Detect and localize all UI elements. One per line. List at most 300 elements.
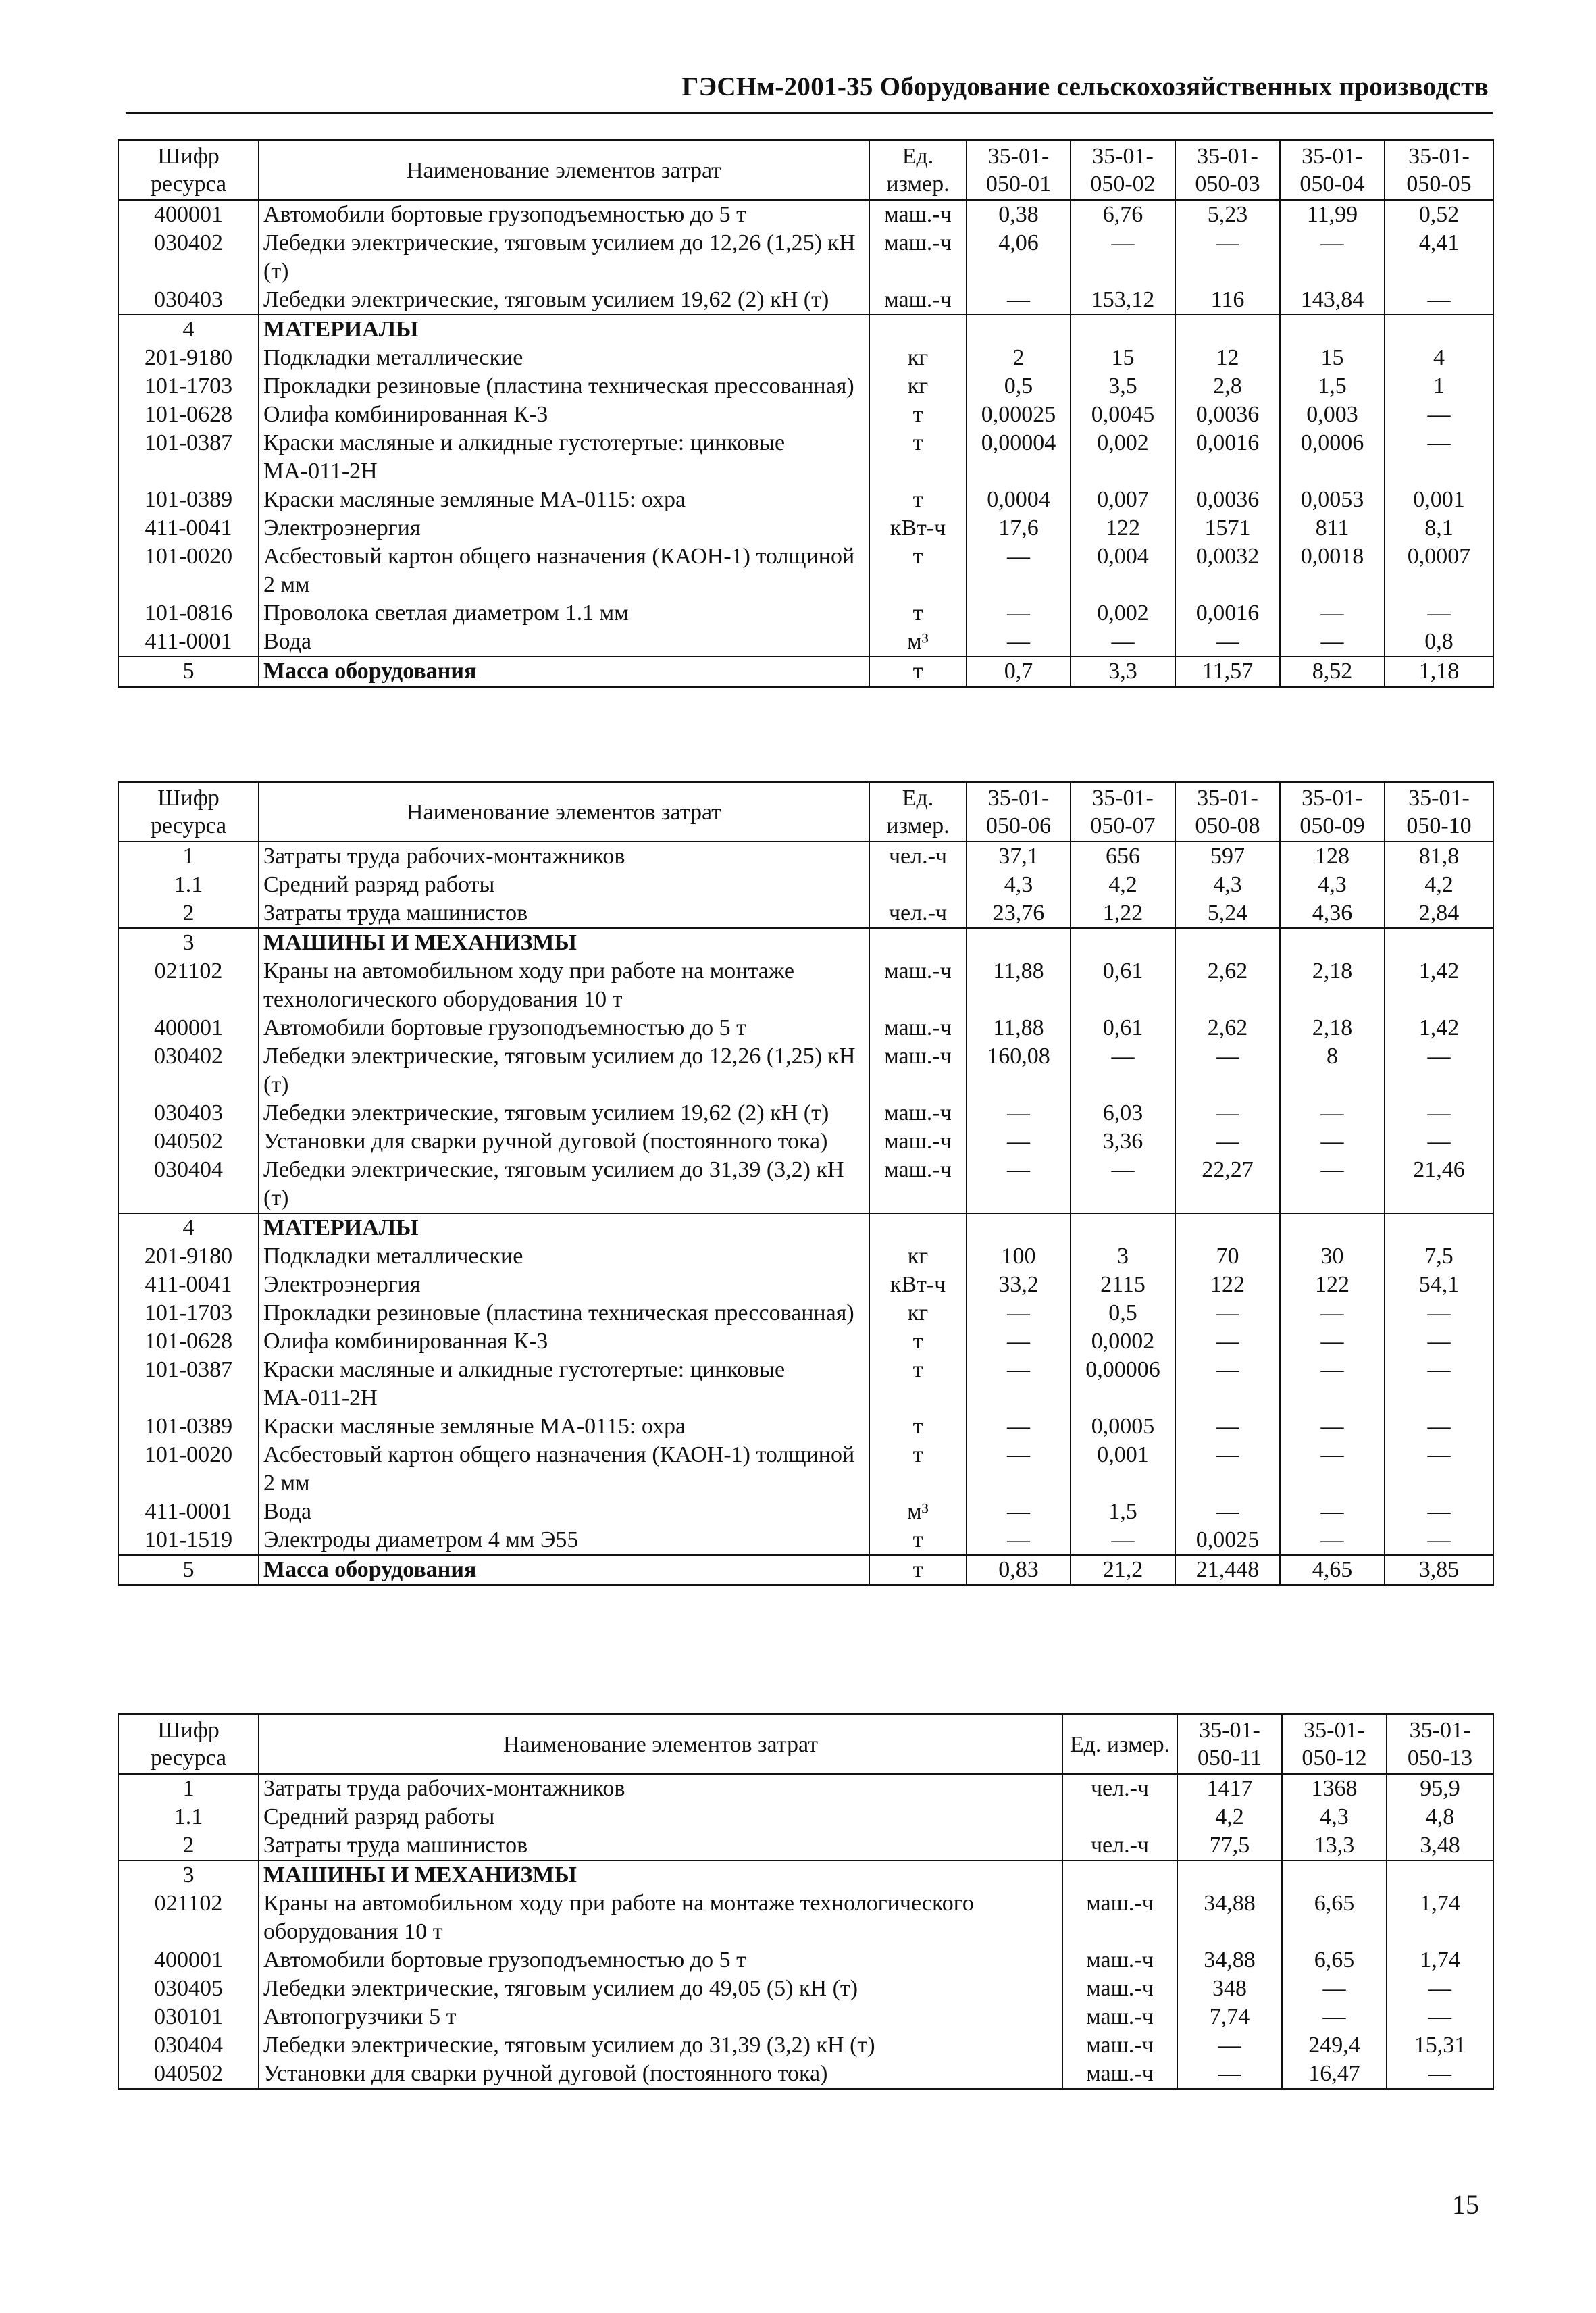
unit-cell: т bbox=[869, 429, 967, 486]
resource-table-2 bbox=[118, 781, 1494, 1586]
resource-code: 101-1519 bbox=[118, 1526, 259, 1555]
table-row bbox=[118, 599, 1493, 628]
value-cell bbox=[1071, 928, 1175, 957]
value-cell: 0,0016 bbox=[1175, 429, 1280, 486]
resource-name: Затраты труда рабочих-монтажников bbox=[259, 842, 869, 871]
header-code: Шифр ресурса bbox=[118, 782, 259, 842]
value-cell bbox=[1385, 315, 1493, 344]
value-cell: 7,74 bbox=[1177, 2003, 1282, 2031]
resource-code: 101-0020 bbox=[118, 542, 259, 599]
value-cell: 143,84 bbox=[1280, 286, 1385, 315]
value-cell: 34,88 bbox=[1177, 1946, 1282, 1975]
header-col: 35-01-050-07 bbox=[1071, 782, 1175, 842]
resource-code: 5 bbox=[118, 1555, 259, 1585]
header-title: ГЭСНм-2001-35 Оборудование сельскохозяйственных производств bbox=[681, 72, 1489, 101]
value-cell: 16,47 bbox=[1282, 2060, 1387, 2089]
value-cell: 15 bbox=[1280, 344, 1385, 372]
value-cell: — bbox=[967, 542, 1071, 599]
value-cell: — bbox=[1387, 2060, 1493, 2089]
value-cell bbox=[967, 928, 1071, 957]
table-row bbox=[118, 200, 1493, 229]
value-cell: — bbox=[1385, 1127, 1493, 1156]
unit-cell: маш.-ч bbox=[869, 1014, 967, 1042]
value-cell: — bbox=[1071, 1526, 1175, 1555]
unit-cell: кг bbox=[869, 372, 967, 401]
value-cell: 4,3 bbox=[1175, 871, 1280, 899]
page-number: 15 bbox=[1452, 2189, 1479, 2220]
resource-name: Краски масляные земляные МА-0115: охра bbox=[259, 486, 869, 514]
header-col: 35-01-050-13 bbox=[1387, 1714, 1493, 1775]
value-cell: — bbox=[1385, 1526, 1493, 1555]
value-cell: 4,2 bbox=[1177, 1803, 1282, 1831]
value-cell: — bbox=[1385, 1099, 1493, 1127]
resource-name: МАТЕРИАЛЫ bbox=[259, 315, 869, 344]
value-cell: 7,5 bbox=[1385, 1242, 1493, 1271]
table-row bbox=[118, 1271, 1493, 1299]
header-col: 35-01-050-05 bbox=[1385, 141, 1493, 201]
table-row bbox=[118, 628, 1493, 657]
unit-cell bbox=[869, 1213, 967, 1242]
resource-code: 101-0628 bbox=[118, 1327, 259, 1356]
value-cell: — bbox=[1385, 286, 1493, 315]
value-cell: 0,7 bbox=[967, 657, 1071, 687]
resource-code: 101-0389 bbox=[118, 1413, 259, 1441]
resource-name: Краски масляные и алкидные густотертые: цинковые МА-011-2Н bbox=[259, 429, 869, 486]
unit-cell: маш.-ч bbox=[1062, 2031, 1177, 2060]
value-cell: 0,00004 bbox=[967, 429, 1071, 486]
value-cell: 656 bbox=[1071, 842, 1175, 871]
table-row bbox=[118, 1299, 1493, 1327]
value-cell: 6,65 bbox=[1282, 1946, 1387, 1975]
value-cell: 3,85 bbox=[1385, 1555, 1493, 1585]
value-cell bbox=[1177, 1860, 1282, 1889]
header-col: 35-01-050-03 bbox=[1175, 141, 1280, 201]
value-cell bbox=[1385, 928, 1493, 957]
resource-name: Установки для сварки ручной дуговой (постоянного тока) bbox=[259, 1127, 869, 1156]
value-cell: 0,00006 bbox=[1071, 1356, 1175, 1413]
resource-name: Лебедки электрические, тяговым усилием до 12,26 (1,25) кН (т) bbox=[259, 1042, 869, 1099]
value-cell: — bbox=[1385, 599, 1493, 628]
table-row bbox=[118, 871, 1493, 899]
table-row bbox=[118, 401, 1493, 429]
resource-code: 101-0020 bbox=[118, 1441, 259, 1498]
table-row bbox=[118, 1014, 1493, 1042]
resource-name: Электроды диаметром 4 мм Э55 bbox=[259, 1526, 869, 1555]
resource-name: Затраты труда рабочих-монтажников bbox=[259, 1774, 1062, 1803]
table-row bbox=[118, 1327, 1493, 1356]
resource-code: 101-1703 bbox=[118, 1299, 259, 1327]
resource-name: Средний разряд работы bbox=[259, 871, 869, 899]
value-cell: — bbox=[1175, 628, 1280, 657]
value-cell bbox=[1387, 1860, 1493, 1889]
value-cell: 2115 bbox=[1071, 1271, 1175, 1299]
resource-code: 400001 bbox=[118, 200, 259, 229]
value-cell: 0,5 bbox=[1071, 1299, 1175, 1327]
unit-cell: м³ bbox=[869, 628, 967, 657]
unit-cell: т bbox=[869, 599, 967, 628]
header-unit: Ед. измер. bbox=[869, 782, 967, 842]
resource-name: Олифа комбинированная К-3 bbox=[259, 401, 869, 429]
table-row bbox=[118, 1156, 1493, 1213]
value-cell: 3 bbox=[1071, 1242, 1175, 1271]
resource-code: 1 bbox=[118, 1774, 259, 1803]
resource-name: Подкладки металлические bbox=[259, 1242, 869, 1271]
value-cell: 1,42 bbox=[1385, 1014, 1493, 1042]
value-cell: 2 bbox=[967, 344, 1071, 372]
value-cell bbox=[1280, 928, 1385, 957]
value-cell: — bbox=[1071, 1156, 1175, 1213]
value-cell: — bbox=[967, 1156, 1071, 1213]
value-cell: 11,88 bbox=[967, 1014, 1071, 1042]
value-cell: 30 bbox=[1280, 1242, 1385, 1271]
value-cell: 2,84 bbox=[1385, 899, 1493, 928]
value-cell: 4,3 bbox=[1280, 871, 1385, 899]
value-cell: 1368 bbox=[1282, 1774, 1387, 1803]
resource-code: 030101 bbox=[118, 2003, 259, 2031]
resource-name: Лебедки электрические, тяговым усилием до 49,05 (5) кН (т) bbox=[259, 1975, 1062, 2003]
value-cell: — bbox=[1175, 1413, 1280, 1441]
resource-name: Лебедки электрические, тяговым усилием 19,62 (2) кН (т) bbox=[259, 1099, 869, 1127]
value-cell: 249,4 bbox=[1282, 2031, 1387, 2060]
value-cell: 8,1 bbox=[1385, 514, 1493, 542]
resource-name: Масса оборудования bbox=[259, 657, 869, 687]
resource-code: 201-9180 bbox=[118, 1242, 259, 1271]
resource-name: Лебедки электрические, тяговым усилием до 31,39 (3,2) кН (т) bbox=[259, 2031, 1062, 2060]
value-cell: 348 bbox=[1177, 1975, 1282, 2003]
value-cell: — bbox=[1175, 1099, 1280, 1127]
resource-code: 4 bbox=[118, 315, 259, 344]
header-col: 35-01-050-11 bbox=[1177, 1714, 1282, 1775]
value-cell: 4,06 bbox=[967, 229, 1071, 286]
table-row bbox=[118, 2060, 1493, 2089]
value-cell: — bbox=[1177, 2060, 1282, 2089]
value-cell: 3,3 bbox=[1071, 657, 1175, 687]
value-cell: 1,74 bbox=[1387, 1946, 1493, 1975]
unit-cell: маш.-ч bbox=[869, 1099, 967, 1127]
value-cell bbox=[1175, 928, 1280, 957]
resource-code: 411-0041 bbox=[118, 514, 259, 542]
value-cell: 33,2 bbox=[967, 1271, 1071, 1299]
value-cell: — bbox=[967, 1498, 1071, 1526]
resource-name: Краски масляные и алкидные густотертые: цинковые МА-011-2Н bbox=[259, 1356, 869, 1413]
table-row bbox=[118, 1413, 1493, 1441]
resource-code: 201-9180 bbox=[118, 344, 259, 372]
value-cell: 1 bbox=[1385, 372, 1493, 401]
value-cell: — bbox=[967, 1299, 1071, 1327]
unit-cell bbox=[869, 871, 967, 899]
section-row bbox=[118, 315, 1493, 344]
value-cell: 6,03 bbox=[1071, 1099, 1175, 1127]
resource-name: Средний разряд работы bbox=[259, 1803, 1062, 1831]
unit-cell: маш.-ч bbox=[869, 200, 967, 229]
header-col: 35-01-050-12 bbox=[1282, 1714, 1387, 1775]
header-code: Шифр ресурса bbox=[118, 141, 259, 201]
value-cell: — bbox=[967, 599, 1071, 628]
table-row bbox=[118, 1042, 1493, 1099]
value-cell: — bbox=[1280, 1156, 1385, 1213]
value-cell: 4,2 bbox=[1385, 871, 1493, 899]
table-row bbox=[118, 1526, 1493, 1555]
value-cell: 1,42 bbox=[1385, 957, 1493, 1014]
table-row bbox=[118, 2031, 1493, 2060]
resource-name: Затраты труда машинистов bbox=[259, 1831, 1062, 1860]
value-cell: — bbox=[967, 1441, 1071, 1498]
value-cell: 12 bbox=[1175, 344, 1280, 372]
value-cell: — bbox=[1385, 1327, 1493, 1356]
unit-cell: кг bbox=[869, 344, 967, 372]
unit-cell bbox=[1062, 1860, 1177, 1889]
value-cell: 34,88 bbox=[1177, 1889, 1282, 1946]
value-cell: 4,36 bbox=[1280, 899, 1385, 928]
value-cell: — bbox=[1175, 1498, 1280, 1526]
value-cell: — bbox=[1385, 1042, 1493, 1099]
header-name: Наименование элементов затрат bbox=[259, 1714, 1062, 1775]
unit-cell: кВт-ч bbox=[869, 1271, 967, 1299]
value-cell: 95,9 bbox=[1387, 1774, 1493, 1803]
table-row bbox=[118, 542, 1493, 599]
value-cell: — bbox=[1387, 2003, 1493, 2031]
table-row bbox=[118, 1803, 1493, 1831]
value-cell: 11,99 bbox=[1280, 200, 1385, 229]
unit-cell: чел.-ч bbox=[1062, 1774, 1177, 1803]
header-col: 35-01-050-01 bbox=[967, 141, 1071, 201]
resource-code: 101-0628 bbox=[118, 401, 259, 429]
value-cell: — bbox=[1280, 1441, 1385, 1498]
value-cell: — bbox=[1071, 229, 1175, 286]
value-cell: — bbox=[967, 628, 1071, 657]
value-cell: 1,74 bbox=[1387, 1889, 1493, 1946]
value-cell: 4,2 bbox=[1071, 871, 1175, 899]
unit-cell: т bbox=[869, 542, 967, 599]
resource-code: 101-0387 bbox=[118, 1356, 259, 1413]
unit-cell: чел.-ч bbox=[869, 899, 967, 928]
header-col: 35-01-050-02 bbox=[1071, 141, 1175, 201]
table-row bbox=[118, 1946, 1493, 1975]
value-cell: 15 bbox=[1071, 344, 1175, 372]
value-cell: 4,3 bbox=[967, 871, 1071, 899]
value-cell: 5,24 bbox=[1175, 899, 1280, 928]
resource-name: Олифа комбинированная К-3 bbox=[259, 1327, 869, 1356]
value-cell: 0,0025 bbox=[1175, 1526, 1280, 1555]
value-cell: — bbox=[1385, 1441, 1493, 1498]
unit-cell: маш.-ч bbox=[869, 1042, 967, 1099]
value-cell: 3,48 bbox=[1387, 1831, 1493, 1860]
header-code: Шифр ресурса bbox=[118, 1714, 259, 1775]
resource-name: Автопогрузчики 5 т bbox=[259, 2003, 1062, 2031]
value-cell: 122 bbox=[1280, 1271, 1385, 1299]
value-cell: 0,0005 bbox=[1071, 1413, 1175, 1441]
value-cell: — bbox=[1385, 1299, 1493, 1327]
resource-code: 411-0041 bbox=[118, 1271, 259, 1299]
running-header bbox=[126, 68, 1493, 114]
table-row bbox=[118, 372, 1493, 401]
value-cell: — bbox=[1175, 1042, 1280, 1099]
header-col: 35-01-050-04 bbox=[1280, 141, 1385, 201]
value-cell: — bbox=[967, 1099, 1071, 1127]
table-row bbox=[118, 1831, 1493, 1860]
value-cell: — bbox=[1387, 1975, 1493, 2003]
value-cell: 2,62 bbox=[1175, 1014, 1280, 1042]
unit-cell: маш.-ч bbox=[869, 957, 967, 1014]
table-row bbox=[118, 957, 1493, 1014]
unit-cell bbox=[869, 315, 967, 344]
value-cell: — bbox=[1282, 2003, 1387, 2031]
resource-code: 101-0387 bbox=[118, 429, 259, 486]
resource-name: Лебедки электрические, тяговым усилием до 31,39 (3,2) кН (т) bbox=[259, 1156, 869, 1213]
unit-cell: т bbox=[869, 1441, 967, 1498]
unit-cell: т bbox=[869, 1356, 967, 1413]
value-cell: — bbox=[967, 1127, 1071, 1156]
value-cell: 0,38 bbox=[967, 200, 1071, 229]
value-cell: — bbox=[967, 1526, 1071, 1555]
resource-code: 400001 bbox=[118, 1946, 259, 1975]
table-row bbox=[118, 842, 1493, 871]
value-cell: 0,5 bbox=[967, 372, 1071, 401]
unit-cell: маш.-ч bbox=[1062, 2060, 1177, 2089]
value-cell: 21,2 bbox=[1071, 1555, 1175, 1585]
value-cell: 0,0016 bbox=[1175, 599, 1280, 628]
value-cell: 77,5 bbox=[1177, 1831, 1282, 1860]
value-cell: 11,88 bbox=[967, 957, 1071, 1014]
value-cell bbox=[1071, 315, 1175, 344]
value-cell: — bbox=[1280, 1127, 1385, 1156]
unit-cell: маш.-ч bbox=[1062, 2003, 1177, 2031]
unit-cell: кг bbox=[869, 1242, 967, 1271]
value-cell bbox=[967, 315, 1071, 344]
value-cell: 0,0004 bbox=[967, 486, 1071, 514]
unit-cell: чел.-ч bbox=[869, 842, 967, 871]
section-row bbox=[118, 1213, 1493, 1242]
resource-name: МАШИНЫ И МЕХАНИЗМЫ bbox=[259, 1860, 1062, 1889]
value-cell: 0,001 bbox=[1071, 1441, 1175, 1498]
value-cell: 6,76 bbox=[1071, 200, 1175, 229]
unit-cell: т bbox=[869, 1555, 967, 1585]
resource-table-1 bbox=[118, 139, 1494, 688]
value-cell: 8,52 bbox=[1280, 657, 1385, 687]
value-cell: — bbox=[1175, 1356, 1280, 1413]
resource-name: Краны на автомобильном ходу при работе на монтаже технологического оборудования 10 т bbox=[259, 957, 869, 1014]
resource-code: 400001 bbox=[118, 1014, 259, 1042]
value-cell bbox=[1280, 315, 1385, 344]
value-cell bbox=[1282, 1860, 1387, 1889]
value-cell: 0,0045 bbox=[1071, 401, 1175, 429]
value-cell: 1,22 bbox=[1071, 899, 1175, 928]
value-cell: 1,18 bbox=[1385, 657, 1493, 687]
resource-code: 3 bbox=[118, 928, 259, 957]
value-cell: 2,18 bbox=[1280, 1014, 1385, 1042]
table-row bbox=[118, 1975, 1493, 2003]
resource-code: 3 bbox=[118, 1860, 259, 1889]
table-row bbox=[118, 2003, 1493, 2031]
value-cell: — bbox=[1280, 1327, 1385, 1356]
resource-name: Установки для сварки ручной дуговой (постоянного тока) bbox=[259, 2060, 1062, 2089]
resource-code: 030403 bbox=[118, 1099, 259, 1127]
table-row bbox=[118, 429, 1493, 486]
value-cell: — bbox=[1282, 1975, 1387, 2003]
table-row bbox=[118, 344, 1493, 372]
value-cell: — bbox=[1175, 1127, 1280, 1156]
header-col: 35-01-050-10 bbox=[1385, 782, 1493, 842]
resource-name: Автомобили бортовые грузоподъемностью до 5 т bbox=[259, 1014, 869, 1042]
value-cell: 8 bbox=[1280, 1042, 1385, 1099]
resource-code: 2 bbox=[118, 1831, 259, 1860]
value-cell: — bbox=[1385, 1356, 1493, 1413]
resource-name: Вода bbox=[259, 628, 869, 657]
header-unit: Ед. измер. bbox=[1062, 1714, 1177, 1775]
value-cell: 21,448 bbox=[1175, 1555, 1280, 1585]
resource-name: Асбестовый картон общего назначения (КАОН-1) толщиной 2 мм bbox=[259, 542, 869, 599]
value-cell: 153,12 bbox=[1071, 286, 1175, 315]
value-cell: 0,002 bbox=[1071, 429, 1175, 486]
value-cell: 0,0007 bbox=[1385, 542, 1493, 599]
value-cell bbox=[1071, 1213, 1175, 1242]
resource-code: 1.1 bbox=[118, 1803, 259, 1831]
resource-code: 2 bbox=[118, 899, 259, 928]
value-cell: 2,62 bbox=[1175, 957, 1280, 1014]
resource-name: Масса оборудования bbox=[259, 1555, 869, 1585]
section-row bbox=[118, 928, 1493, 957]
table-row bbox=[118, 1889, 1493, 1946]
value-cell: 4,41 bbox=[1385, 229, 1493, 286]
unit-cell bbox=[1062, 1803, 1177, 1831]
header-col: 35-01-050-08 bbox=[1175, 782, 1280, 842]
value-cell: 4 bbox=[1385, 344, 1493, 372]
value-cell: 122 bbox=[1071, 514, 1175, 542]
resource-code: 411-0001 bbox=[118, 1498, 259, 1526]
header-col: 35-01-050-09 bbox=[1280, 782, 1385, 842]
value-cell: 0,0018 bbox=[1280, 542, 1385, 599]
table-row bbox=[118, 1356, 1493, 1413]
resource-name: МАТЕРИАЛЫ bbox=[259, 1213, 869, 1242]
resource-name: Автомобили бортовые грузоподъемностью до 5 т bbox=[259, 1946, 1062, 1975]
value-cell: — bbox=[1175, 1327, 1280, 1356]
resource-code: 4 bbox=[118, 1213, 259, 1242]
value-cell: 0,61 bbox=[1071, 957, 1175, 1014]
value-cell: — bbox=[1385, 429, 1493, 486]
resource-name: Лебедки электрические, тяговым усилием 19,62 (2) кН (т) bbox=[259, 286, 869, 315]
value-cell: 0,8 bbox=[1385, 628, 1493, 657]
value-cell: 128 bbox=[1280, 842, 1385, 871]
header-unit: Ед. измер. bbox=[869, 141, 967, 201]
value-cell: 5,23 bbox=[1175, 200, 1280, 229]
value-cell: 0,003 bbox=[1280, 401, 1385, 429]
value-cell: — bbox=[967, 1327, 1071, 1356]
value-cell: 1,5 bbox=[1280, 372, 1385, 401]
resource-name: Асбестовый картон общего назначения (КАОН-1) толщиной 2 мм bbox=[259, 1441, 869, 1498]
resource-name: Автомобили бортовые грузоподъемностью до 5 т bbox=[259, 200, 869, 229]
value-cell: — bbox=[1280, 1356, 1385, 1413]
resource-code: 030402 bbox=[118, 229, 259, 286]
value-cell: — bbox=[1175, 229, 1280, 286]
resource-code: 030405 bbox=[118, 1975, 259, 2003]
unit-cell: маш.-ч bbox=[1062, 1889, 1177, 1946]
resource-name: Электроэнергия bbox=[259, 1271, 869, 1299]
resource-code: 101-0389 bbox=[118, 486, 259, 514]
resource-name: Прокладки резиновые (пластина техническая прессованная) bbox=[259, 1299, 869, 1327]
resource-code: 021102 bbox=[118, 1889, 259, 1946]
value-cell: 13,3 bbox=[1282, 1831, 1387, 1860]
resource-code: 021102 bbox=[118, 957, 259, 1014]
resource-name: Проволока светлая диаметром 1.1 мм bbox=[259, 599, 869, 628]
value-cell: 4,8 bbox=[1387, 1803, 1493, 1831]
resource-code: 1 bbox=[118, 842, 259, 871]
value-cell bbox=[1280, 1213, 1385, 1242]
table-row bbox=[118, 1242, 1493, 1271]
unit-cell: т bbox=[869, 1526, 967, 1555]
unit-cell: кВт-ч bbox=[869, 514, 967, 542]
value-cell: 811 bbox=[1280, 514, 1385, 542]
value-cell: — bbox=[967, 1356, 1071, 1413]
